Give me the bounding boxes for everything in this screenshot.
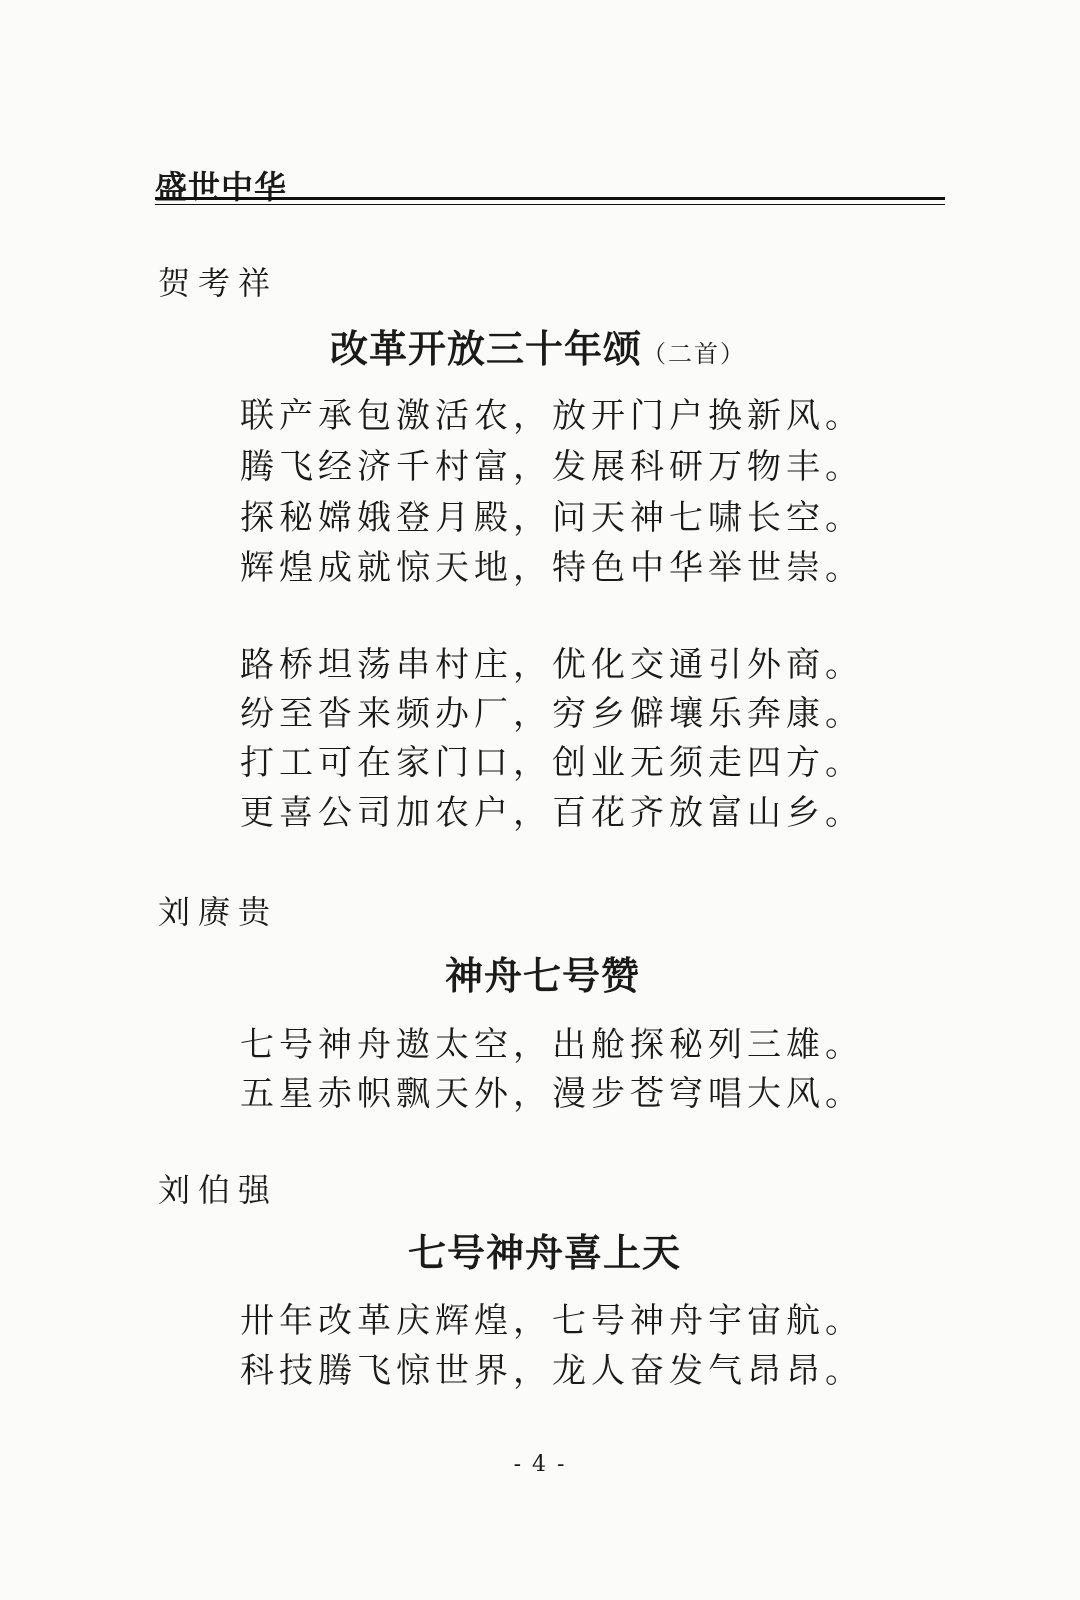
poem-title: 改革开放三十年颂	[330, 326, 643, 371]
poem-title: 七号神舟喜上天	[408, 1230, 682, 1275]
verse-line: 打工可在家门口，创业无须走四方。	[240, 743, 864, 783]
verse-line: 纷至沓来频办厂，穷乡僻壤乐奔康。	[240, 694, 864, 734]
verse-line: 腾飞经济千村富，发展科研万物丰。	[240, 447, 864, 487]
verse-line: 七号神舟遨太空，出舱探秘列三雄。	[240, 1025, 864, 1065]
verse-line: 辉煌成就惊天地，特色中华举世崇。	[240, 548, 864, 588]
section-header-title: 盛世中华	[155, 168, 288, 206]
poem-author: 贺考祥	[158, 264, 279, 302]
verse-line: 联产承包激活农，放开门户换新风。	[240, 396, 864, 436]
header-rule-thin	[155, 204, 945, 205]
verse-line: 卅年改革庆辉煌，七号神舟宇宙航。	[240, 1301, 864, 1341]
poem-title-block	[330, 318, 746, 373]
verse-line: 科技腾飞惊世界，龙人奋发气昂昂。	[240, 1351, 864, 1391]
page-number: - 4 -	[513, 1452, 567, 1477]
verse-line: 探秘嫦娥登月殿，问天神七啸长空。	[240, 498, 864, 538]
poem-subtitle: （二首）	[642, 340, 747, 368]
poem-author: 刘赓贵	[158, 893, 279, 931]
verse-line: 路桥坦荡串村庄，优化交通引外商。	[240, 645, 864, 685]
header-rule-thick	[155, 197, 945, 200]
poem-title: 神舟七号赞	[445, 953, 641, 998]
poem-author: 刘伯强	[158, 1171, 279, 1209]
verse-line: 五星赤帜飘天外，漫步苍穹唱大风。	[240, 1074, 864, 1114]
verse-line: 更喜公司加农户，百花齐放富山乡。	[240, 793, 864, 833]
